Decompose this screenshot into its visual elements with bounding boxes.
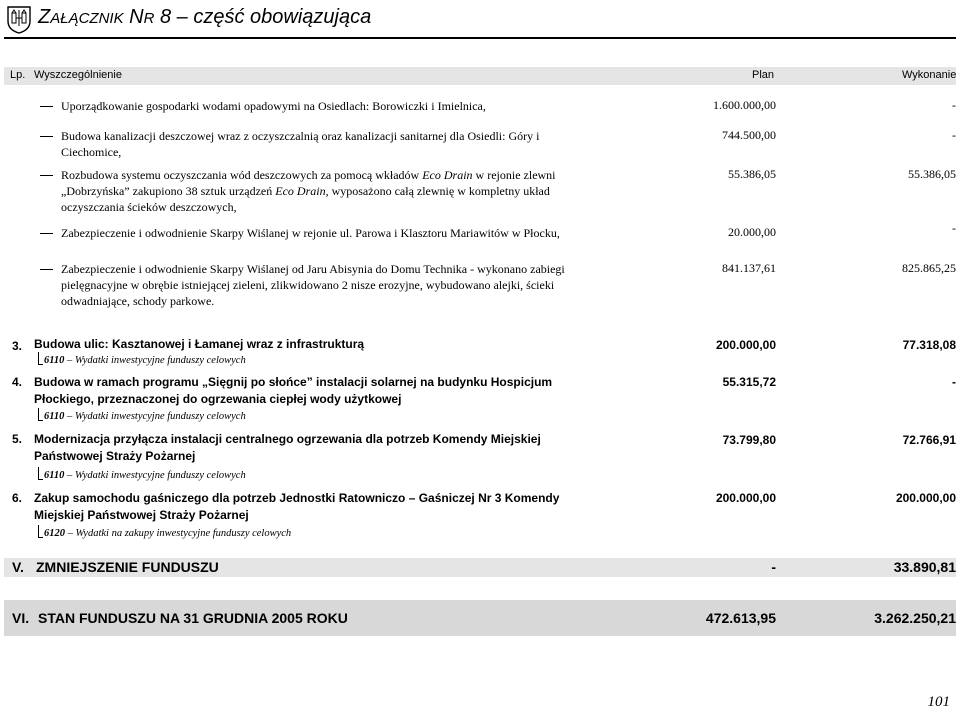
row-number: 3.: [12, 339, 23, 353]
row-wykonanie: -: [952, 128, 956, 142]
row-wykonanie: 77.318,08: [902, 338, 956, 352]
row-text: Budowa kanalizacji deszczowej wraz z oczyszczalnią oraz kanalizacji sanitarnej dla Osiedli: Góry i Ciechomice,: [61, 129, 540, 159]
section-vi-number: VI.: [12, 610, 30, 626]
row-number: 6.: [12, 491, 23, 505]
row-expense-category: [44, 528, 291, 539]
subline-marker: [38, 352, 43, 365]
column-header-bar: [4, 67, 956, 85]
row-plan: 55.315,72: [722, 375, 776, 389]
row-text: Budowa ulic: Kasztanowej i Łamanej wraz z infrastrukturą: [34, 337, 365, 351]
title-initial: Z: [38, 6, 51, 28]
row-plan: 200.000,00: [715, 338, 776, 352]
dash-bullet: [40, 106, 53, 107]
page-title: [38, 6, 371, 29]
row-text-part: , wyposażono całą zlewnię w kompletny układ oczyszczania ścieków deszczowych,: [61, 184, 550, 214]
row-wykonanie: 825.865,25: [902, 261, 956, 275]
dash-bullet: [40, 175, 53, 176]
row-number: 4.: [12, 375, 23, 389]
row-plan: 200.000,00: [715, 491, 776, 505]
section-v-number: V.: [12, 559, 24, 575]
row-wykonanie: -: [952, 98, 956, 112]
section-v-label: ZMNIEJSZENIE FUNDUSZU: [36, 559, 219, 575]
expense-code: 6110: [44, 411, 65, 422]
expense-description: – Wydatki na zakupy inwestycyjne funduszy celowych: [65, 528, 292, 539]
title-nr-initial: N: [129, 6, 144, 28]
page-number: 101: [927, 694, 950, 710]
row-text: Modernizacja przyłącza instalacji centralnego ogrzewania dla potrzeb Komendy Miejskiej Państwowej Straży Pożarnej: [34, 432, 541, 463]
row-wykonanie: -: [952, 375, 956, 389]
row-expense-category: [44, 411, 246, 422]
title-smallcaps: AŁĄCZNIK: [50, 10, 124, 27]
section-vi-plan: 472.613,95: [705, 610, 776, 626]
row-plan: 744.500,00: [722, 128, 776, 142]
dash-bullet: [40, 233, 53, 234]
section-v-plan: -: [771, 559, 776, 575]
title-nr-smallcaps: R: [143, 10, 155, 27]
column-header-wykonanie: Wykonanie: [902, 69, 957, 81]
row-plan: 73.799,80: [722, 433, 776, 447]
row-text-part: Rozbudowa systemu oczyszczania wód deszczowych za pomocą wkładów: [61, 168, 423, 182]
row-wykonanie: 55.386,05: [908, 167, 956, 181]
column-header-plan: Plan: [752, 69, 775, 81]
subline-marker: [38, 467, 43, 480]
row-text-italic: Eco Drain: [275, 184, 326, 198]
row-plan: 20.000,00: [728, 225, 776, 239]
subline-marker: [38, 408, 43, 421]
title-tail: 8 – część obowiązująca: [154, 6, 372, 28]
expense-description: – Wydatki inwestycyjne funduszy celowych: [64, 470, 246, 481]
column-header-lp: Lp.: [10, 69, 26, 81]
row-text-part: w rejonie zlewni „Dobrzyńska” zakupiono 38 sztuk urządzeń: [61, 168, 556, 198]
row-expense-category: [44, 355, 246, 366]
expense-description: – Wydatki inwestycyjne funduszy celowych: [64, 355, 246, 366]
expense-description: – Wydatki inwestycyjne funduszy celowych: [64, 411, 246, 422]
row-text: [61, 167, 591, 215]
row-text: Zabezpieczenie i odwodnienie Skarpy Wiślanej w rejonie ul. Parowa i Klasztoru Mariawitów w Płocku,: [61, 226, 560, 240]
row-wykonanie: 200.000,00: [895, 491, 956, 505]
city-coat-of-arms-logo: [6, 4, 32, 34]
row-number: 5.: [12, 432, 23, 446]
dash-bullet: [40, 269, 53, 270]
section-vi-label: STAN FUNDUSZU NA 31 GRUDNIA 2005 ROKU: [38, 610, 348, 626]
row-text: Budowa w ramach programu „Sięgnij po słońce” instalacji solarnej na budynku Hospicjum Płockiego, przeznaczonej do ogrzewania ciepłej wody użytkowej: [34, 375, 553, 406]
section-v-wykonanie: 33.890,81: [893, 559, 956, 575]
column-header-name: Wyszczególnienie: [34, 69, 122, 81]
header-rule: [4, 37, 956, 39]
row-text: Zabezpieczenie i odwodnienie Skarpy Wiślanej od Jaru Abisynia do Domu Technika - wykonano zabiegi pielęgnacyjne w obrębie istniejącej zieleni, zlikwidowano 2 nisze erozyjne, wybudowano alejki, ścieki odwadniające, schody parkowe.: [61, 262, 565, 308]
expense-code: 6110: [44, 355, 65, 366]
row-wykonanie: -: [952, 221, 956, 235]
expense-code: 6110: [44, 470, 65, 481]
expense-code: 6120: [44, 528, 65, 539]
row-plan: 841.137,61: [722, 261, 776, 275]
row-text: Zakup samochodu gaśniczego dla potrzeb Jednostki Ratowniczo – Gaśniczej Nr 3 Komendy Miejskiej Państwowej Straży Pożarnej: [34, 491, 560, 522]
section-vi-wykonanie: 3.262.250,21: [874, 610, 956, 626]
dash-bullet: [40, 136, 53, 137]
row-text: Uporządkowanie gospodarki wodami opadowymi na Osiedlach: Borowiczki i Imielnica,: [61, 99, 486, 113]
row-plan: 1.600.000,00: [713, 98, 776, 112]
row-wykonanie: 72.766,91: [902, 433, 956, 447]
row-expense-category: [44, 470, 246, 481]
row-text-italic: Eco Drain: [422, 168, 473, 182]
row-plan: 55.386,05: [728, 167, 776, 181]
subline-marker: [38, 525, 43, 538]
